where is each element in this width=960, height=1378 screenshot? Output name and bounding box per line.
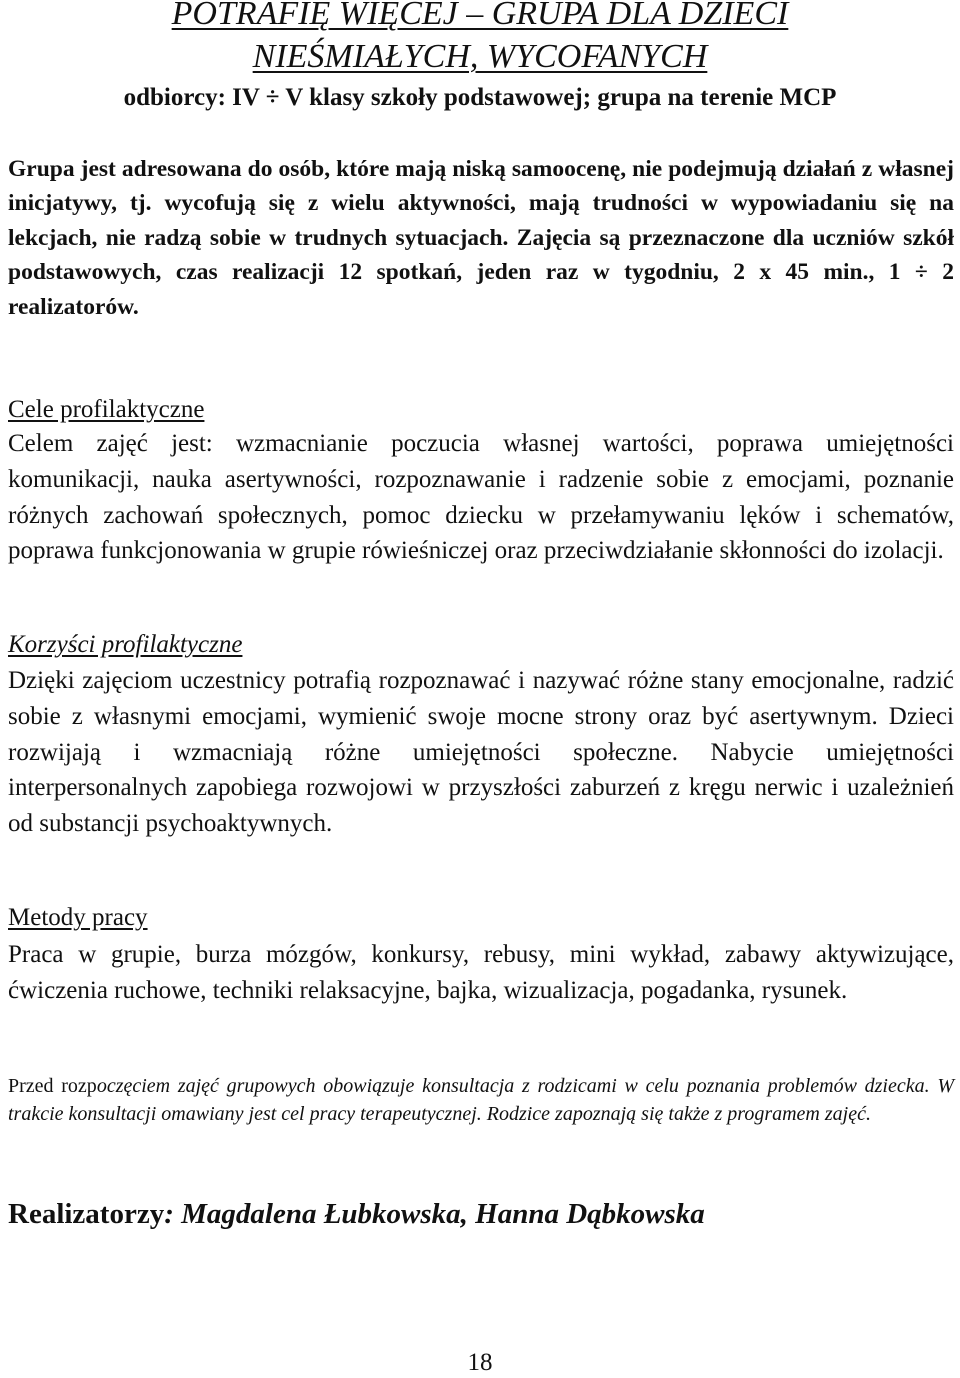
realizatorzy-names: : Magdalena Łubkowska, Hanna Dąbkowska bbox=[164, 1198, 705, 1230]
metody-paragraph: Praca w grupie, burza mózgów, konkursy, rebusy, mini wykład, zabawy aktywizujące, ćwiczenia ruchowe, techniki relaksacyjne, bajka, wizualizacja, pogadanka, rysunek. bbox=[8, 941, 954, 1004]
heading-korzysci: Korzyści profilaktyczne bbox=[8, 631, 243, 658]
consultation-note bbox=[8, 1072, 954, 1128]
heading-cele: Cele profilaktyczne bbox=[8, 396, 205, 423]
note-upright-text: Przed rozp bbox=[8, 1075, 97, 1097]
cele-paragraph: Celem zajęć jest: wzmacnianie poczucia własnej wartości, poprawa umiejętności komunikacji, nauka asertywności, rozpoznawanie i radzenie sobie z emocjami, poznanie różnych zachowań społecznych, pomoc dziecku w przełamywaniu lęków i schematów, poprawa funkcjonowania w grupie rówieśniczej oraz przeciwdziałanie skłonności do izolacji. bbox=[8, 430, 954, 565]
korzysci-paragraph: Dzięki zajęciom uczestnicy potrafią rozpoznawać i nazywać różne stany emocjonalne, radzić sobie z własnymi emocjami, wymienić swoje mocne strony oraz być asertywnym. Dzieci rozwijają i wzmacniają różne umiejętności społeczne. Nabycie umiejętności interpersonalnych zapobiega rozwojowi w przyszłości zaburzeń z kręgu nerwic i uzależnień od substancji psychoaktywnych. bbox=[8, 667, 954, 838]
page-number: 18 bbox=[467, 1349, 493, 1376]
realizatorzy-label: Realizatorzy bbox=[8, 1198, 165, 1230]
title-line-2: NIEŚMIAŁYCH, WYCOFANYCH bbox=[252, 38, 708, 75]
note-italic-text: oczęciem zajęć grupowych obowiązuje konsultacja z rodzicami w celu poznania problemów dziecka. W trakcie konsultacji omawiany jest cel pracy terapeutycznej. Rodzice zapoznają się także z programem zajęć. bbox=[8, 1075, 954, 1125]
audience-line: odbiorcy: IV ÷ V klasy szkoły podstawowej; grupa na terenie MCP bbox=[123, 84, 837, 111]
title-line-1: POTRAFIĘ WIĘCEJ – GRUPA DLA DZIECI bbox=[171, 0, 789, 32]
intro-paragraph: Grupa jest adresowana do osób, które mają niską samoocenę, nie podejmują działań z własnej inicjatywy, tj. wycofują się z wielu aktywności, mają trudności w wypowiadaniu się na lekcjach, nie radzą sobie w trudnych sytuacjach. Zajęcia są przeznaczone dla uczniów szkół podstawowych, czas realizacji 12 spotkań, jeden raz w tygodniu, 2 x 45 min., 1 ÷ 2 realizatorów. bbox=[8, 156, 954, 320]
heading-metody: Metody pracy bbox=[8, 904, 148, 931]
realizatorzy-line bbox=[8, 1197, 705, 1231]
